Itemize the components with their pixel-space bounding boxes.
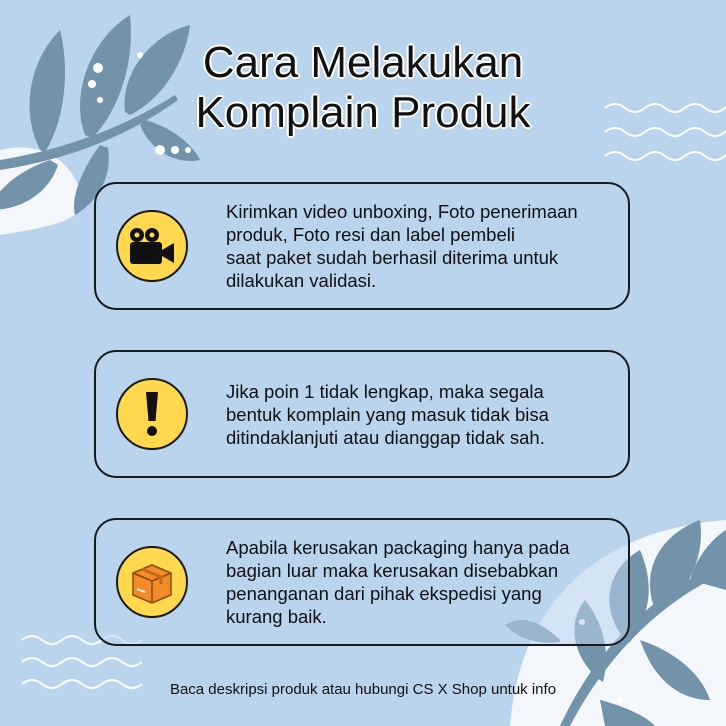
- footer-note: Baca deskripsi produk atau hubungi CS X Shop untuk info: [169, 681, 557, 698]
- step-3-line-2: bagian luar maka kerusakan disebabkan: [226, 560, 559, 581]
- step-1-line-1: Kirimkan video unboxing, Foto penerimaan: [226, 201, 578, 222]
- step-3-badge: [116, 546, 188, 618]
- step-3-line-4: kurang baik.: [226, 606, 327, 627]
- step-card-1: [94, 182, 630, 310]
- package-box-icon: [129, 559, 175, 605]
- step-2-line-2: bentuk komplain yang masuk tidak bisa: [226, 403, 549, 425]
- step-1-badge: [116, 210, 188, 282]
- step-2-line-3: ditindaklanjuti atau dianggap tidak sah.: [226, 426, 545, 448]
- video-camera-icon: [127, 226, 177, 266]
- page-title: [0, 38, 726, 138]
- title-line-2: Komplain Produk: [195, 88, 531, 137]
- step-2-text: [226, 352, 618, 476]
- step-3-text: [226, 520, 618, 644]
- step-card-3: [94, 518, 630, 646]
- title-line-1: Cara Melakukan: [202, 38, 524, 87]
- step-card-2: [94, 350, 630, 478]
- step-3-line-1: Apabila kerusakan packaging hanya pada: [226, 537, 570, 558]
- step-1-text: [226, 184, 618, 308]
- step-1-line-4: dilakukan validasi.: [226, 270, 377, 291]
- step-3-line-3: penanganan dari pihak ekspedisi yang: [226, 583, 542, 604]
- step-2-line-1: Jika poin 1 tidak lengkap, maka segala: [226, 380, 544, 402]
- step-2-badge: [116, 378, 188, 450]
- step-1-line-2: produk, Foto resi dan label pembeli: [226, 224, 515, 245]
- exclamation-icon: [142, 389, 162, 439]
- step-1-line-3: saat paket sudah berhasil diterima untuk: [226, 247, 559, 268]
